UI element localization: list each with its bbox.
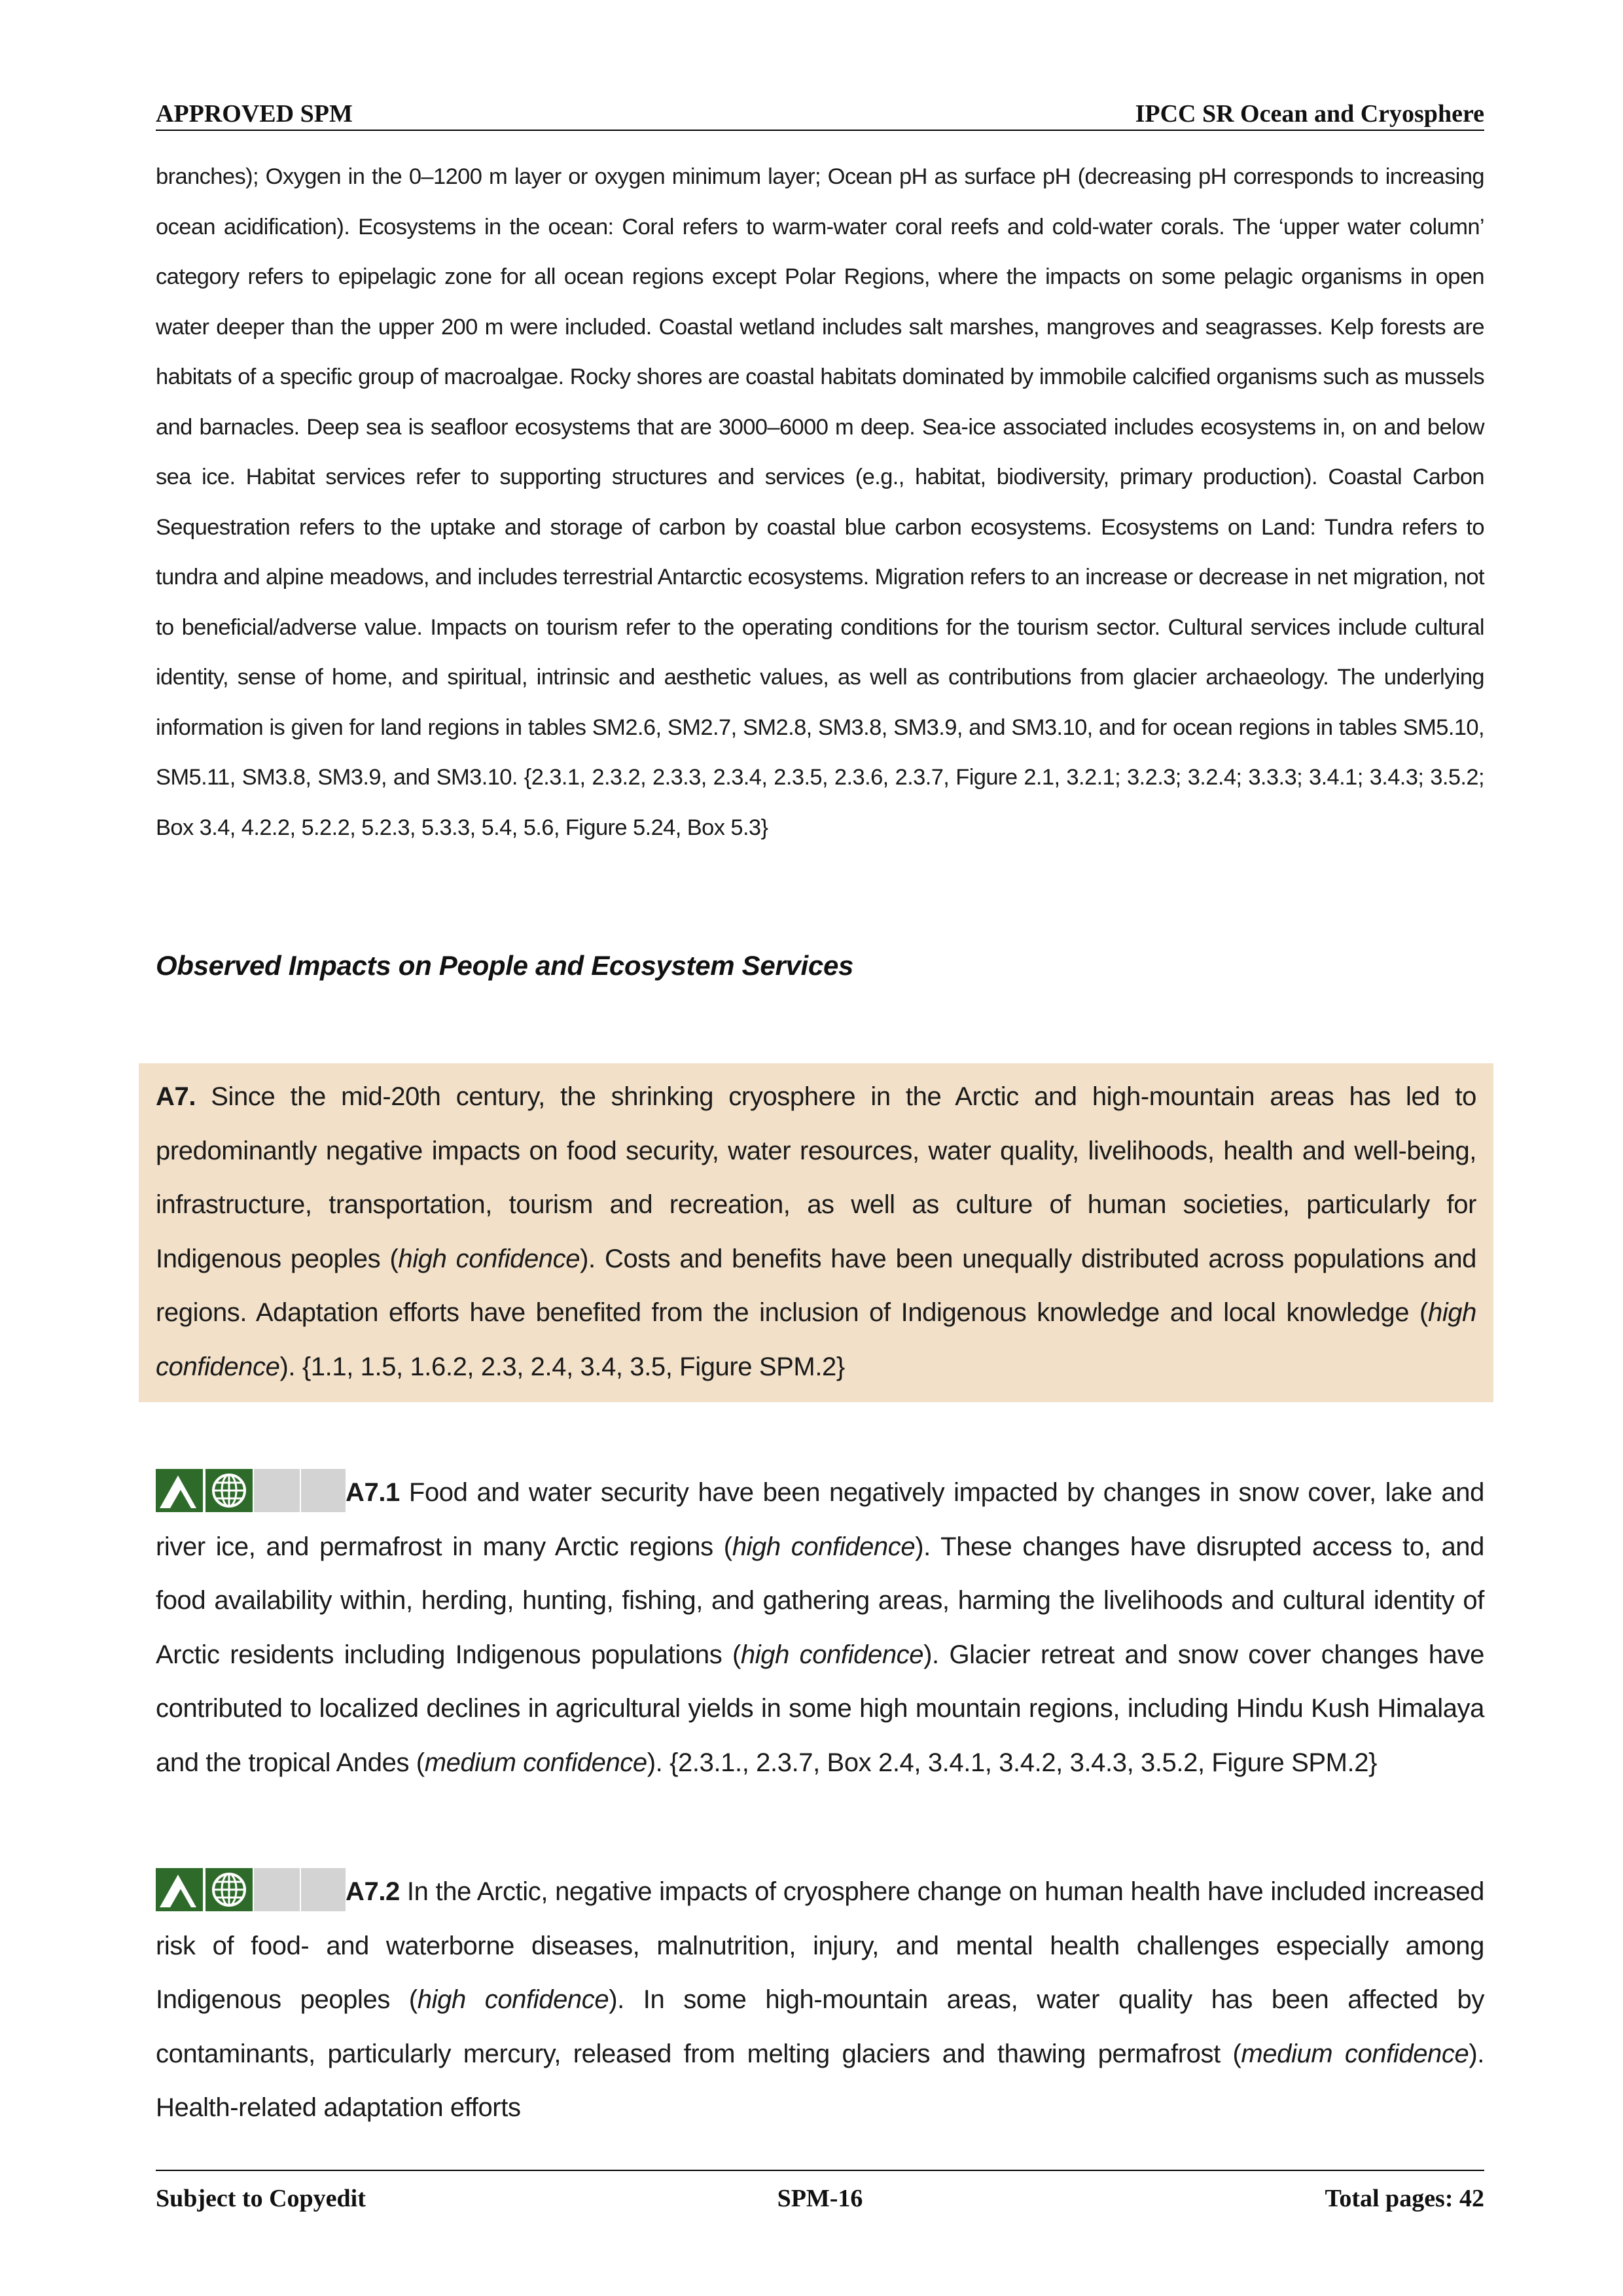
- globe-icon: [205, 1868, 253, 1911]
- a7-2-confidence-1: high confidence: [417, 1985, 609, 2014]
- a7-1-confidence-1: high confidence: [732, 1532, 916, 1561]
- a7-1-text-3: ). Glacier retreat and snow cover changes have contributed to localized declines in agricultural yields in some high mountain regions, including Hindu Kush Himalaya and the tropical Andes (: [156, 1640, 1485, 1777]
- a7-1-text-1: Food and water security have been negatively impacted by changes in snow cover, lake and river ice, and permafrost in many Arctic regions (: [156, 1478, 1484, 1561]
- a7-confidence-1: high confidence: [398, 1244, 580, 1273]
- footer-left: Subject to Copyedit: [156, 2185, 366, 2212]
- blank-icon-slot: [301, 1469, 346, 1512]
- a7-2-label: A7.2: [346, 1877, 400, 1906]
- a7-text-2: ). Costs and benefits have been unequally distributed across populations and regions. Adaptation efforts have benefited from the inclusion of Indigenous knowledge and local knowledge (: [156, 1244, 1477, 1327]
- page-footer: [156, 2170, 1484, 2217]
- footer-total-pages: Total pages: 42: [1325, 2185, 1484, 2212]
- a7-1-text-2: ). These changes have disrupted access to, and food availability within, herding, hunting, fishing, and gathering areas, harming the livelihoods and cultural identity of Arctic residents including Indigenous populations (: [156, 1532, 1485, 1669]
- a7-highlight-box: [139, 1063, 1493, 1402]
- a7-1-confidence-2: high confidence: [740, 1640, 924, 1669]
- a7-2-text-1: In the Arctic, negative impacts of cryosphere change on human health have included increased risk of food- and waterborne diseases, malnutrition, injury, and mental health challenges especially among Indigenous peoples (: [156, 1877, 1484, 2014]
- mountain-icon: [156, 1469, 203, 1512]
- a7-2-text-2: ). In some high-mountain areas, water quality has been affected by contaminants, particularly mercury, released from melting glaciers and thawing permafrost (: [156, 1985, 1484, 2068]
- a7-text-1: Since the mid-20th century, the shrinking cryosphere in the Arctic and high-mountain areas has led to predominantly negative impacts on food security, water resources, water quality, livelihoods, health and well-being, infrastructure, transportation, tourism and recreation, as well as culture of human societies, particularly for Indigenous peoples (: [156, 1082, 1476, 1273]
- header-left: APPROVED SPM: [156, 100, 353, 128]
- globe-icon: [205, 1469, 253, 1512]
- blank-icon-slot: [301, 1868, 346, 1911]
- a7-2-paragraph: [156, 1865, 1484, 2135]
- a7-2-confidence-2: medium confidence: [1241, 2039, 1469, 2068]
- a7-text: [156, 1070, 1476, 1394]
- a7-1-confidence-3: medium confidence: [424, 1748, 647, 1777]
- page-header: [156, 97, 1484, 131]
- mountain-icon: [156, 1868, 203, 1911]
- a7-2-icon-strip: [156, 1868, 346, 1913]
- intro-paragraph: branches); Oxygen in the 0–1200 m layer or oxygen minimum layer; Ocean pH as surface pH (decreasing pH corresponds to increasing ocean acidification). Ecosystems in the ocean: Coral refers to warm-water coral reefs and cold-water corals. The ‘upper water column’ category refers to epipelagic zone for all ocean regions except Polar Regions, where the impacts on some pelagic organisms in open water deeper than the upper 200 m were included. Coastal wetland includes salt marshes, mangroves and seagrasses. Kelp forests are habitats of a specific group of macroalgae. Rocky shores are coastal habitats dominated by immobile calcified organisms such as mussels and barnacles. Deep sea is seafloor ecosystems that are 3000–6000 m deep. Sea-ice associated includes ecosystems in, on and below sea ice. Habitat services refer to supporting structures and services (e.g., habitat, biodiversity, primary production). Coastal Carbon Sequestration refers to the uptake and storage of carbon by coastal blue carbon ecosystems. Ecosystems on Land: Tundra refers to tundra and alpine meadows, and includes terrestrial Antarctic ecosystems. Migration refers to an increase or decrease in net migration, not to beneficial/adverse value. Impacts on tourism refer to the operating conditions for the tourism sector. Cultural services include cultural identity, sense of home, and spiritual, intrinsic and aesthetic values, as well as contributions from glacier archaeology. The underlying information is given for land regions in tables SM2.6, SM2.7, SM2.8, SM3.8, SM3.9, and SM3.10, and for ocean regions in tables SM5.10, SM5.11, SM3.8, SM3.9, and SM3.10. {2.3.1, 2.3.2, 2.3.3, 2.3.4, 2.3.5, 2.3.6, 2.3.7, Figure 2.1, 3.2.1; 3.2.3; 3.2.4; 3.3.3; 3.4.1; 3.4.3; 3.5.2; Box 3.4, 4.2.2, 5.2.2, 5.2.3, 5.3.3, 5.4, 5.6, Figure 5.24, Box 5.3}: [156, 164, 1484, 840]
- a7-text-3: ). {1.1, 1.5, 1.6.2, 2.3, 2.4, 3.4, 3.5, Figure SPM.2}: [279, 1352, 845, 1381]
- blank-icon-slot: [254, 1469, 300, 1512]
- a7-1-icon-strip: [156, 1469, 346, 1513]
- a7-1-paragraph: [156, 1466, 1484, 1790]
- a7-1-label: A7.1: [346, 1478, 400, 1507]
- a7-confidence-2: high confidence: [156, 1298, 1476, 1381]
- a7-2-text-3: ). Health-related adaptation efforts: [156, 2039, 1484, 2122]
- header-right: IPCC SR Ocean and Cryosphere: [1135, 100, 1484, 128]
- footer-page-number: SPM-16: [777, 2185, 863, 2212]
- blank-icon-slot: [254, 1868, 300, 1911]
- a7-label: A7.: [156, 1082, 196, 1111]
- a7-1-text-4: ). {2.3.1., 2.3.7, Box 2.4, 3.4.1, 3.4.2, 3.4.3, 3.5.2, Figure SPM.2}: [647, 1748, 1378, 1777]
- section-title: Observed Impacts on People and Ecosystem Services: [156, 950, 854, 981]
